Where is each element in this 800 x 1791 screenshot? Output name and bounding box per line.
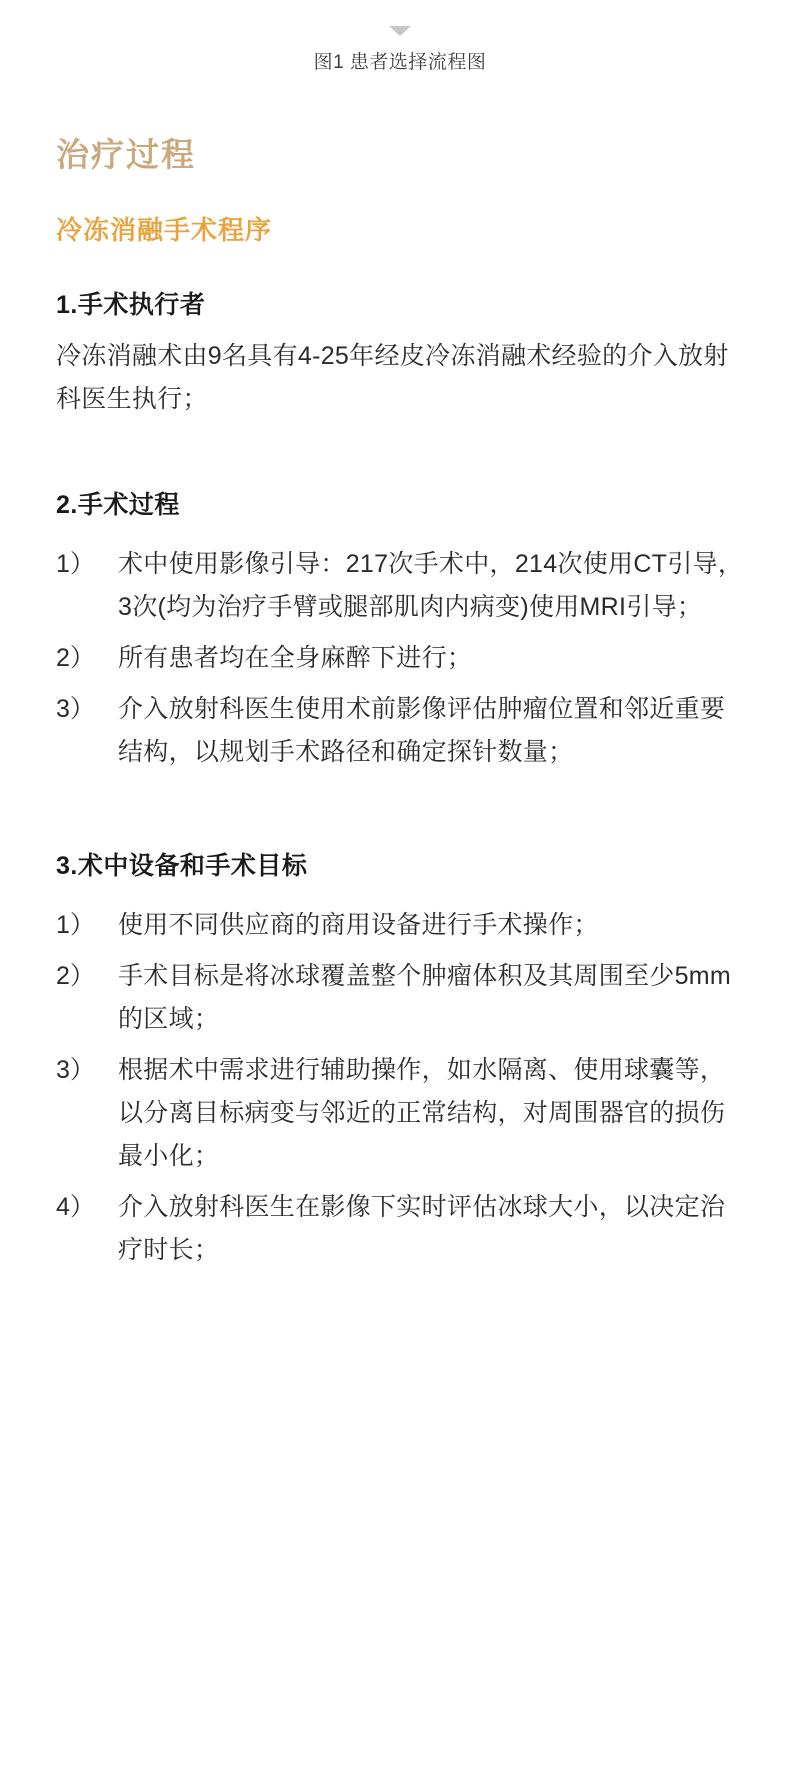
numbered-list (56, 543, 744, 774)
list-item (56, 688, 744, 774)
list-text: 术中使用影像引导：217次手术中，214次使用CT引导，3次(均为治疗手臂或腿部肌肉内病变)使用MRI引导； (118, 549, 744, 621)
section-title: 治疗过程 (56, 135, 196, 173)
content-block-2 (56, 485, 744, 774)
list-marker: 2） (56, 643, 95, 672)
subsection-title: 冷冻消融手术程序 (56, 214, 273, 245)
list-item (56, 637, 744, 680)
content-block-1 (56, 285, 744, 421)
spacer (56, 421, 744, 447)
block-heading: 1.手术执行者 (56, 290, 206, 319)
figure-caption-block (56, 0, 744, 77)
list-text: 使用不同供应商的商用设备进行手术操作； (118, 910, 599, 939)
list-marker: 4） (56, 1192, 95, 1221)
content-block-3 (56, 846, 744, 1272)
list-text: 介入放射科医生使用术前影像评估肿瘤位置和邻近重要结构，以规划手术路径和确定探针数量； (118, 694, 726, 766)
triangle-up-icon (389, 26, 411, 36)
list-marker: 3） (56, 1055, 95, 1084)
list-text: 根据术中需求进行辅助操作，如水隔离、使用球囊等，以分离目标病变与邻近的正常结构，对周围器官的损伤最小化； (118, 1055, 726, 1170)
list-item (56, 904, 744, 947)
list-text: 手术目标是将冰球覆盖整个肿瘤体积及其周围至少5mm的区域； (118, 961, 732, 1033)
numbered-list (56, 904, 744, 1272)
list-item (56, 1186, 744, 1272)
list-marker: 3） (56, 694, 95, 723)
list-marker: 2） (56, 961, 95, 990)
list-item (56, 955, 744, 1041)
block-heading: 3.术中设备和手术目标 (56, 851, 308, 880)
list-item (56, 1049, 744, 1178)
list-text: 介入放射科医生在影像下实时评估冰球大小，以决定治疗时长； (118, 1192, 726, 1264)
spacer (56, 782, 744, 808)
figure-caption: 图1 患者选择流程图 (313, 52, 487, 73)
block-heading: 2.手术过程 (56, 490, 180, 519)
block-paragraph: 冷冻消融术由9名具有4-25年经皮冷冻消融术经验的介入放射科医生执行； (56, 341, 729, 413)
list-text: 所有患者均在全身麻醉下进行； (118, 643, 473, 672)
list-marker: 1） (56, 549, 95, 578)
list-marker: 1） (56, 910, 95, 939)
list-item (56, 543, 744, 629)
